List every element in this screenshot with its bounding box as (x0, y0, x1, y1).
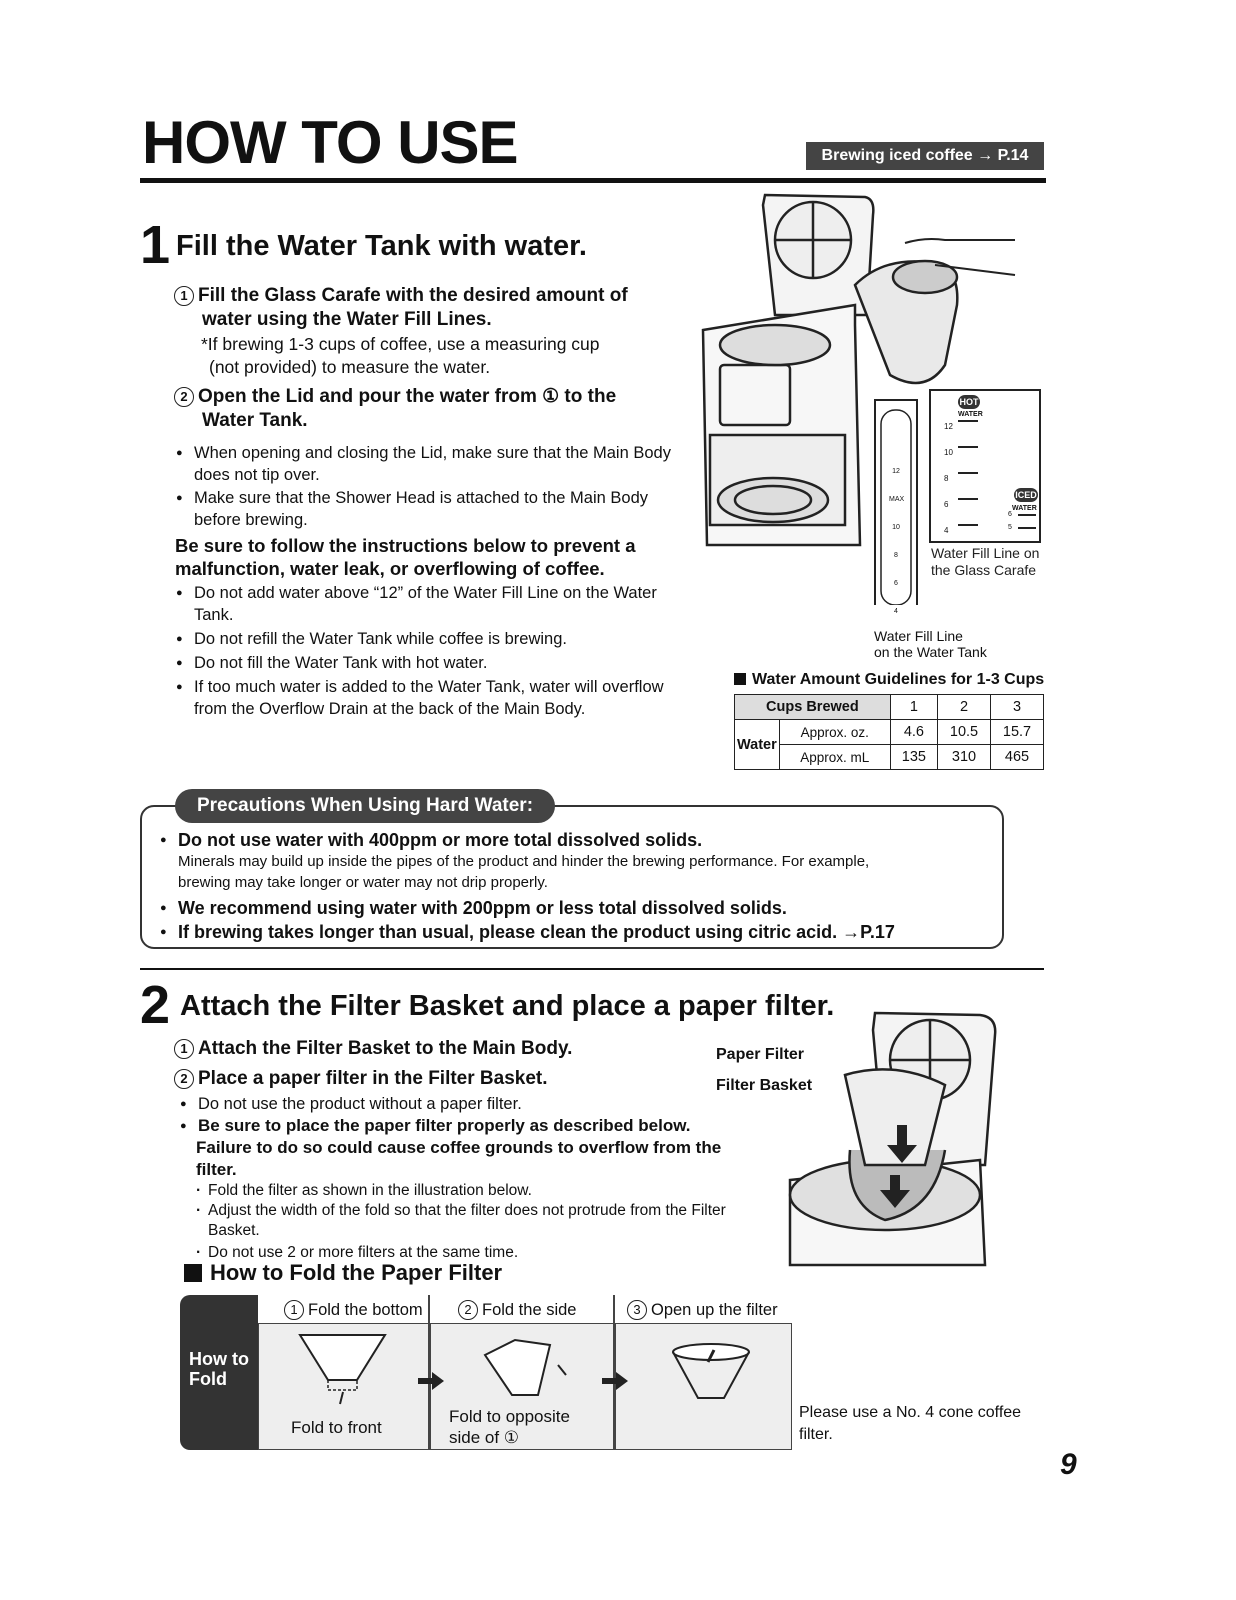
bullet-list-b (176, 582, 692, 720)
sub-1-line-2: water using the Water Fill Lines. (202, 309, 492, 330)
detail-line-2: brewing may take longer or water may not drip properly. (178, 874, 548, 891)
water-amount-table (734, 694, 1044, 770)
tank-label-line-2: on the Water Tank (874, 644, 987, 660)
iced-line (1018, 514, 1036, 516)
dot-list (180, 1181, 736, 1263)
mark: 6 (944, 500, 949, 509)
list-item: ● When opening and closing the Lid, make sure that the Main Body does not tip over. (176, 442, 676, 486)
precautions-heading: Precautions When Using Hard Water: (175, 789, 555, 823)
list-item: · Fold the filter as shown in the illustration below. (196, 1181, 736, 1201)
iced-coffee-reference-badge: Brewing iced coffee → P.14 (806, 142, 1044, 170)
bullet-list-a (176, 442, 676, 531)
iced-fill-marks (1008, 508, 1012, 534)
fold-col-3-header (627, 1300, 778, 1320)
mark: 12 MAX (889, 468, 905, 503)
cups-brewed-header: Cups Brewed (735, 695, 891, 720)
step-2-rule (140, 968, 1044, 970)
col-2-text: Fold the side (482, 1301, 577, 1319)
iced-line (1018, 527, 1036, 529)
warning-text (175, 534, 636, 580)
caption-2-line-1: Fold to opposite (449, 1407, 570, 1426)
tank-fill-marks (889, 458, 903, 626)
step-1-title: Fill the Water Tank with water. (176, 230, 587, 262)
warning-line-1: Be sure to follow the instructions below to prevent a (175, 535, 636, 556)
note-line-1: *If brewing 1-3 cups of coffee, use a measuring cup (201, 334, 600, 354)
bullet-2-continuation: Failure to do so could cause coffee grounds to overflow from the filter. (196, 1138, 722, 1179)
table-cell: 15.7 (990, 720, 1043, 745)
step-1-sub-2 (174, 385, 694, 433)
carafe-fill-line-label: Water Fill Line on the Glass Carafe (931, 545, 1040, 578)
fold-side-filter-icon (480, 1335, 575, 1405)
fold-col-2-header (458, 1300, 576, 1320)
water-table-heading (734, 671, 1044, 689)
step-2-title: Attach the Filter Basket and place a paper filter. (180, 990, 835, 1022)
fold-caption-1: Fold to front (291, 1418, 382, 1437)
fold-caption-2 (449, 1406, 570, 1448)
table-row (735, 745, 1044, 770)
table-cell: 465 (990, 745, 1043, 770)
carafe-fill-marks (944, 414, 953, 544)
precautions-list (160, 829, 990, 943)
page-number: 9 (1060, 1448, 1077, 1481)
step-1-sub-1 (174, 284, 694, 332)
table-cell: 10.5 (938, 720, 991, 745)
table-cell: 310 (938, 745, 991, 770)
circled-number: 2 (174, 1069, 194, 1089)
square-bullet-icon (734, 673, 746, 685)
table-cell: 2 (938, 695, 991, 720)
circled-number: 1 (174, 286, 194, 306)
table-cell: 135 (890, 745, 937, 770)
header-rule (140, 178, 1046, 183)
water-table-heading-text: Water Amount Guidelines for 1-3 Cups (752, 671, 1045, 688)
fold-heading-text: How to Fold the Paper Filter (210, 1260, 503, 1285)
arrow-right-icon (416, 1370, 446, 1392)
how-to-fold-side-label (180, 1295, 258, 1450)
sub-2-line-2: Water Tank. (202, 410, 308, 431)
paper-filter-callout: Paper Filter (716, 1046, 805, 1063)
arrow-right-icon (600, 1370, 630, 1392)
mark: 10 (944, 448, 953, 457)
list-item: · Do not use 2 or more filters at the same time. (196, 1243, 736, 1263)
list-item: ● Be sure to place the paper filter properly as described below. (180, 1115, 760, 1137)
step-2-bullets (180, 1093, 760, 1263)
iced-water-label: WATER (1012, 505, 1037, 512)
water-row-header: Water (735, 720, 780, 770)
filter-basket-callout: Filter Basket (716, 1077, 813, 1094)
list-item: ● If brewing takes longer than usual, please clean the product using citric acid. →P.17 (160, 921, 990, 943)
mark: 4 (894, 608, 898, 615)
iced-icon: ICED (1015, 490, 1037, 500)
oz-label: Approx. oz. (779, 720, 890, 745)
note-line-2: filter. (799, 1426, 833, 1443)
tank-label-line-1: Water Fill Line (874, 628, 963, 644)
side-label-line-1: How to (189, 1349, 249, 1369)
carafe-gauge-lines (958, 420, 978, 526)
step-2-number: 2 (140, 975, 171, 1035)
table-cell: 3 (990, 695, 1043, 720)
circled-number: 1 (174, 1039, 194, 1059)
sub-1-text: Attach the Filter Basket to the Main Body. (198, 1038, 573, 1059)
mark: 12 (944, 422, 953, 431)
note-line-1: Please use a No. 4 cone coffee (799, 1404, 1022, 1421)
fold-heading (184, 1260, 502, 1286)
list-item: ● Do not fill the Water Tank with hot water. (176, 652, 692, 674)
tank-fill-line-label (874, 628, 987, 660)
mark: 8 (944, 474, 949, 483)
page-title: HOW TO USE (142, 109, 518, 176)
sub-2-line-1: Open the Lid and pour the water from ① to the (198, 386, 617, 407)
cone-filter-note (799, 1402, 1021, 1446)
caption-2-line-2: side of ① (449, 1428, 520, 1447)
detail-line-1: Minerals may build up inside the pipes of the product and hinder the brewing performance. For example, (178, 853, 870, 870)
list-item: ● We recommend using water with 200ppm or less total dissolved solids. (160, 897, 990, 919)
table-cell: 4.6 (890, 720, 937, 745)
list-item: · Adjust the width of the fold so that the filter does not protrude from the Filter Basket. (196, 1201, 736, 1241)
list-item: ● Do not use water with 400ppm or more total dissolved solids. (160, 829, 990, 851)
precaution-detail (160, 851, 990, 893)
table-cell: 1 (890, 695, 937, 720)
step-2-sub-1 (174, 1037, 572, 1061)
coffee-maker-filling-illustration (695, 185, 1055, 605)
mark: 8 (894, 552, 898, 559)
measuring-cup-note (201, 333, 600, 379)
table-row (735, 695, 1044, 720)
ml-label: Approx. mL (779, 745, 890, 770)
circled-number: 1 (284, 1300, 304, 1320)
mark: 5 (1008, 524, 1012, 531)
step-2-sub-2 (174, 1067, 548, 1091)
step-1-number: 1 (140, 215, 171, 275)
fold-bottom-filter-icon (295, 1330, 395, 1410)
sub-1-line-1: Fill the Glass Carafe with the desired amount of (198, 285, 628, 306)
hot-water-label: WATER (958, 411, 983, 418)
mark: 6 (1008, 511, 1012, 518)
col-1-text: Fold the bottom (308, 1301, 423, 1319)
mark: 4 (944, 526, 949, 535)
circled-number: 2 (174, 387, 194, 407)
mark: 6 (894, 580, 898, 587)
col-3-text: Open up the filter (651, 1301, 778, 1319)
mark: 10 (892, 524, 900, 531)
list-item: ● Do not refill the Water Tank while coffee is brewing. (176, 628, 692, 650)
hot-icon: HOT (959, 397, 979, 407)
list-item: ● Do not use the product without a paper filter. (180, 1093, 760, 1115)
square-bullet-icon (184, 1264, 202, 1282)
list-item: ● Do not add water above “12” of the Water Fill Line on the Water Tank. (176, 582, 692, 626)
filter-basket-illustration (785, 1005, 1000, 1270)
list-item: ● Make sure that the Shower Head is attached to the Main Body before brewing. (176, 487, 676, 531)
warning-line-2: malfunction, water leak, or overflowing of coffee. (175, 558, 605, 579)
fold-col-1-header (284, 1300, 423, 1320)
circled-number: 3 (627, 1300, 647, 1320)
side-label-line-2: Fold (189, 1369, 227, 1389)
open-filter-icon (668, 1340, 758, 1410)
note-line-2: (not provided) to measure the water. (209, 357, 491, 377)
sub-2-text: Place a paper filter in the Filter Basket. (198, 1068, 548, 1089)
list-item: ● If too much water is added to the Water Tank, water will overflow from the Overflow Drain at the back of the Main Body. (176, 676, 692, 720)
table-row (735, 720, 1044, 745)
circled-number: 2 (458, 1300, 478, 1320)
